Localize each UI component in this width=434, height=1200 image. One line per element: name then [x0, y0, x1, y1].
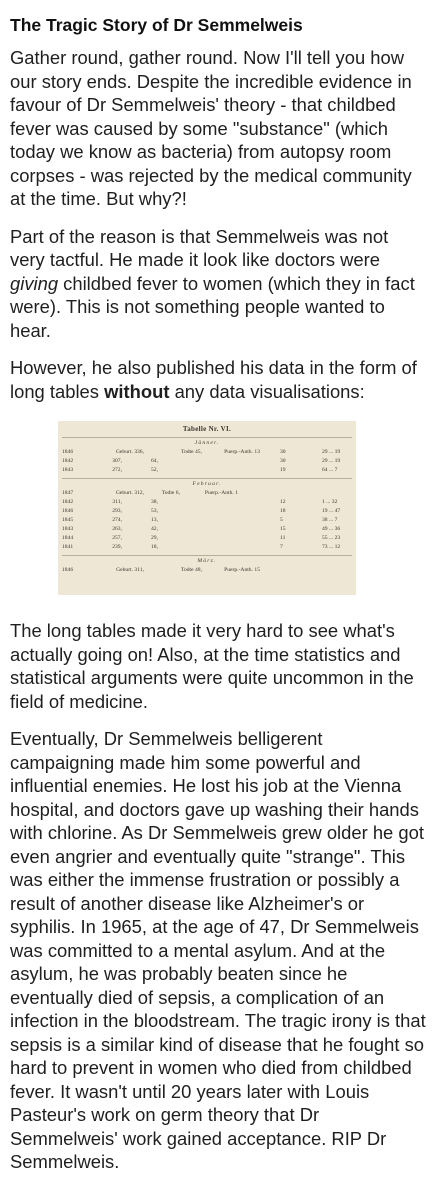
table-rule — [62, 478, 352, 479]
table-cell-difference: 30 — [280, 449, 286, 455]
table-cell: 307, — [112, 458, 122, 464]
table-cell-year: 1844 — [62, 535, 74, 541]
table-cell: 263, — [112, 526, 122, 532]
paragraph-tables-bold: without — [104, 380, 170, 402]
table-cell-difference: 15 — [280, 526, 286, 532]
table-cell-year: 1845 — [62, 517, 74, 523]
table-row — [62, 544, 352, 550]
paragraph-long-tables: The long tables made it very hard to see what's actually going on! Also, at the time statistics and statistical arguments were quite uncommon in the field of medicine. — [10, 620, 414, 712]
table-row — [62, 490, 352, 496]
table-cell: 311, — [112, 499, 122, 505]
table-cell: Todte 6, — [161, 490, 180, 496]
table-cell: Geburt. 312, — [115, 490, 144, 496]
paragraph-ending: Eventually, Dr Semmelweis belligerent campaigning made him some powerful and influential enemies. He lost his job at the Vienna hospital, and doctors gave up washing their hands with chlorine. As Dr Semmelweis grew older he got even angrier and eventually quite "strange". This was either the immense frustration or possibly a result of another disease like Alzheimer's or syphilis. In 1965, at the age of 47, Dr Semmelweis was committed to a mental asylum. And at the asylum, he was probably beaten since he eventually died of sepsis, a complication of an infection in the bloodstream. The tragic irony is that sepsis is a similar kind of disease that he fought so hard to prevent in women who died from childbed fever. It wasn't until 20 years later with Louis Pasteur's work on germ theory that Dr Semmelweis' work gained acceptance. RIP Dr Semmelweis. — [10, 728, 426, 1172]
table-cell: 274, — [112, 517, 122, 523]
table-row — [62, 458, 352, 464]
table-rule — [62, 555, 352, 556]
table-cell-difference: 19 — [280, 467, 286, 473]
table-cell-year: 1847 — [62, 490, 74, 496]
table-cell-deaths: 1 ... 32 — [322, 499, 338, 505]
table-cell-deaths: 29 ... 19 — [322, 449, 341, 455]
table-cell-year: 1846 — [62, 508, 74, 514]
paragraph-intro: Gather round, gather round. Now I'll tell you how our story ends. Despite the incredible evidence in favour of Dr Semmelweis' theory - that childbed fever was caused by some "substance" (which today we know as bacteria) from autopsy room corpses - was rejected by the medical community at the time. But why?! — [10, 47, 412, 209]
table-section-heading: Jänner. — [194, 440, 220, 446]
table-cell: 29, — [151, 535, 158, 541]
table-cell: 18, — [151, 544, 158, 550]
table-cell-deaths: 55 ... 23 — [322, 535, 341, 541]
table-cell: Geburt. 311, — [116, 567, 144, 573]
table-cell-year: 1846 — [62, 449, 74, 455]
table-cell: 13, — [151, 517, 158, 523]
table-row — [62, 508, 352, 514]
table-row — [62, 535, 352, 541]
table-cell-difference: 7 — [280, 544, 283, 550]
table-cell: 52, — [151, 467, 158, 473]
table-cell-year: 1846 — [62, 567, 74, 573]
paragraph-tables — [10, 356, 426, 403]
table-cell: 53, — [151, 508, 158, 514]
table-cell-deaths: 19 ... 47 — [322, 508, 341, 514]
table-cell-year: 1842 — [62, 458, 74, 464]
table-cell-deaths: 49 ... 36 — [322, 526, 341, 532]
table-rule — [62, 437, 352, 438]
article-title: The Tragic Story of Dr Semmelweis — [10, 15, 303, 35]
table-cell-difference: 18 — [280, 508, 286, 514]
article — [10, 14, 426, 1174]
table-cell: Todte 45, — [180, 449, 202, 455]
table-cell: 257, — [112, 535, 122, 541]
table-cell-difference: 11 — [280, 535, 286, 541]
table-cell-deaths: 29 ... 19 — [322, 458, 341, 464]
table-cell: 38, — [151, 499, 158, 505]
table-row — [62, 467, 352, 473]
table-cell: Puerp.-Anth. 1 — [204, 490, 238, 496]
table-cell: Puerp.-Anth. 13 — [224, 449, 260, 455]
paragraph-tact — [10, 225, 426, 343]
paragraph-tables-text-1: However, he also published his data in the form of long tables — [10, 357, 417, 402]
table-cell-year: 1843 — [62, 467, 74, 473]
table-row — [62, 526, 352, 532]
table-cell-difference: 12 — [280, 499, 286, 505]
historical-table-title: Tabelle Nr. VI. — [182, 425, 232, 433]
table-cell-deaths: 64 ... 7 — [322, 467, 338, 473]
table-row — [62, 517, 352, 523]
historical-table-image — [58, 421, 356, 595]
table-cell-difference: 30 — [280, 458, 286, 464]
table-cell-year: 1841 — [62, 544, 74, 550]
table-cell: 239, — [112, 544, 122, 550]
table-cell: 272, — [112, 467, 122, 473]
table-row — [62, 567, 352, 573]
paragraph-tact-italic: giving — [10, 272, 59, 294]
table-cell: 42, — [151, 526, 158, 532]
table-cell: 293, — [112, 508, 122, 514]
table-cell-year: 1842 — [62, 499, 74, 505]
table-section-heading: März. — [197, 558, 217, 564]
table-cell-year: 1843 — [62, 526, 74, 532]
table-row — [62, 499, 352, 505]
table-cell: Puerp.-Anth. 15 — [224, 567, 260, 573]
table-cell: Todte 48, — [180, 567, 202, 573]
table-row — [62, 449, 352, 455]
table-cell: Geburt. 336, — [115, 449, 144, 455]
table-cell: 64, — [151, 458, 158, 464]
table-cell-difference: 5 — [280, 517, 283, 523]
table-section-heading: Februar. — [192, 481, 222, 487]
paragraph-tact-text-1: Part of the reason is that Semmelweis was not very tactful. He made it look like doctors were — [10, 225, 389, 270]
paragraph-tact-text-2: childbed fever to women (which they in fact were). This is not something people wanted to hear. — [10, 272, 415, 341]
table-cell-deaths: 73 ... 12 — [322, 544, 341, 550]
paragraph-tables-text-2: any data visualisations: — [169, 380, 365, 402]
table-cell-deaths: 38 ... 7 — [322, 517, 338, 523]
